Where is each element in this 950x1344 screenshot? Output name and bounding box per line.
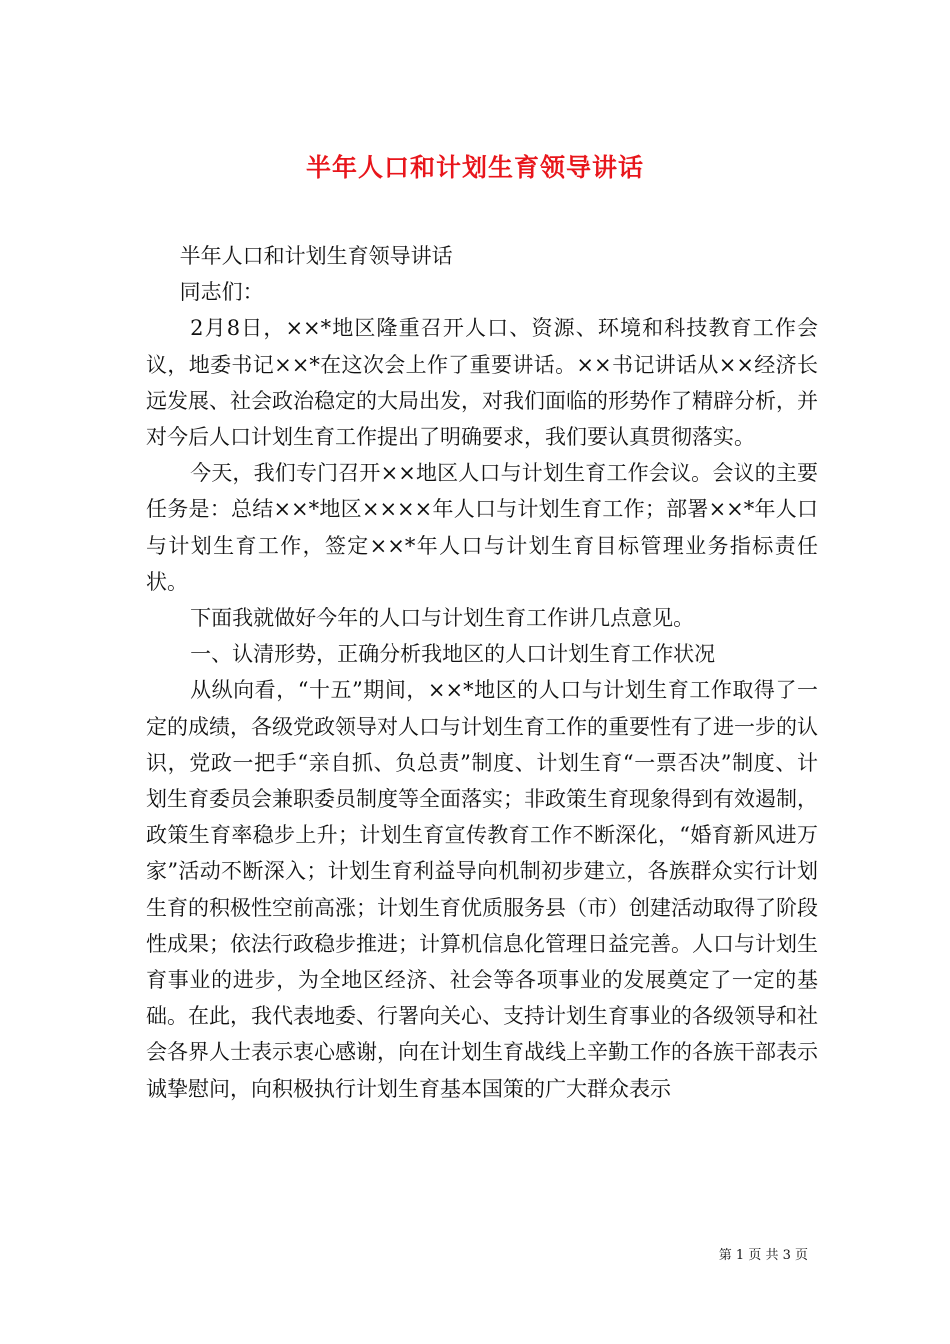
salutation: 同志们： [179,280,264,305]
paragraph-1: 2月8日，××*地区隆重召开人口、资源、环境和科技教育工作会议，地委书记××*在这次会上作了重要讲话。××书记讲话从××经济长远发展、社会政治稳定的大局出发，对我们面临的形势作了精辟分析，并对今后人口计划生育工作提出了明确要求，我们要认真贯彻落实。 [146,316,818,450]
page-number-footer: 第 1 页 共 3 页 [718,1248,808,1263]
section-heading-1: 一、认清形势，正确分析我地区的人口计划生育工作状况 [190,642,716,667]
paragraph-3: 下面我就做好今年的人口与计划生育工作讲几点意见。 [190,606,695,631]
document-body [146,238,818,1107]
document-title: 半年人口和计划生育领导讲话 [305,152,644,182]
paragraph-4: 从纵向看，“十五”期间，××*地区的人口与计划生育工作取得了一定的成绩，各级党政领导对人口与计划生育工作的重要性有了进一步的认识，党政一把手“亲自抓、负总责”制度、计划生育“一票否决”制度、计划生育委员会兼职委员制度等全面落实；非政策生育现象得到有效遏制，政策生育率稳步上升；计划生育宣传教育工作不断深化，“婚育新风进万家”活动不断深入；计划生育利益导向机制初步建立，各族群众实行计划生育的积极性空前高涨；计划生育优质服务县（市）创建活动取得了阶段性成果；依法行政稳步推进；计算机信息化管理日益完善。人口与计划生育事业的进步，为全地区经济、社会等各项事业的发展奠定了一定的基础。在此，我代表地委、行署向关心、支持计划生育事业的各级领导和社会各界人士表示衷心感谢，向在计划生育战线上辛勤工作的各族干部表示诚挚慰问，向积极执行计划生育基本国策的广大群众表示 [146,678,818,1101]
document-subtitle: 半年人口和计划生育领导讲话 [179,244,453,268]
paragraph-2: 今天，我们专门召开××地区人口与计划生育工作会议。会议的主要任务是：总结××*地区××××年人口与计划生育工作；部署××*年人口与计划生育工作，签定××*年人口与计划生育目标管理业务指标责任状。 [146,461,818,594]
